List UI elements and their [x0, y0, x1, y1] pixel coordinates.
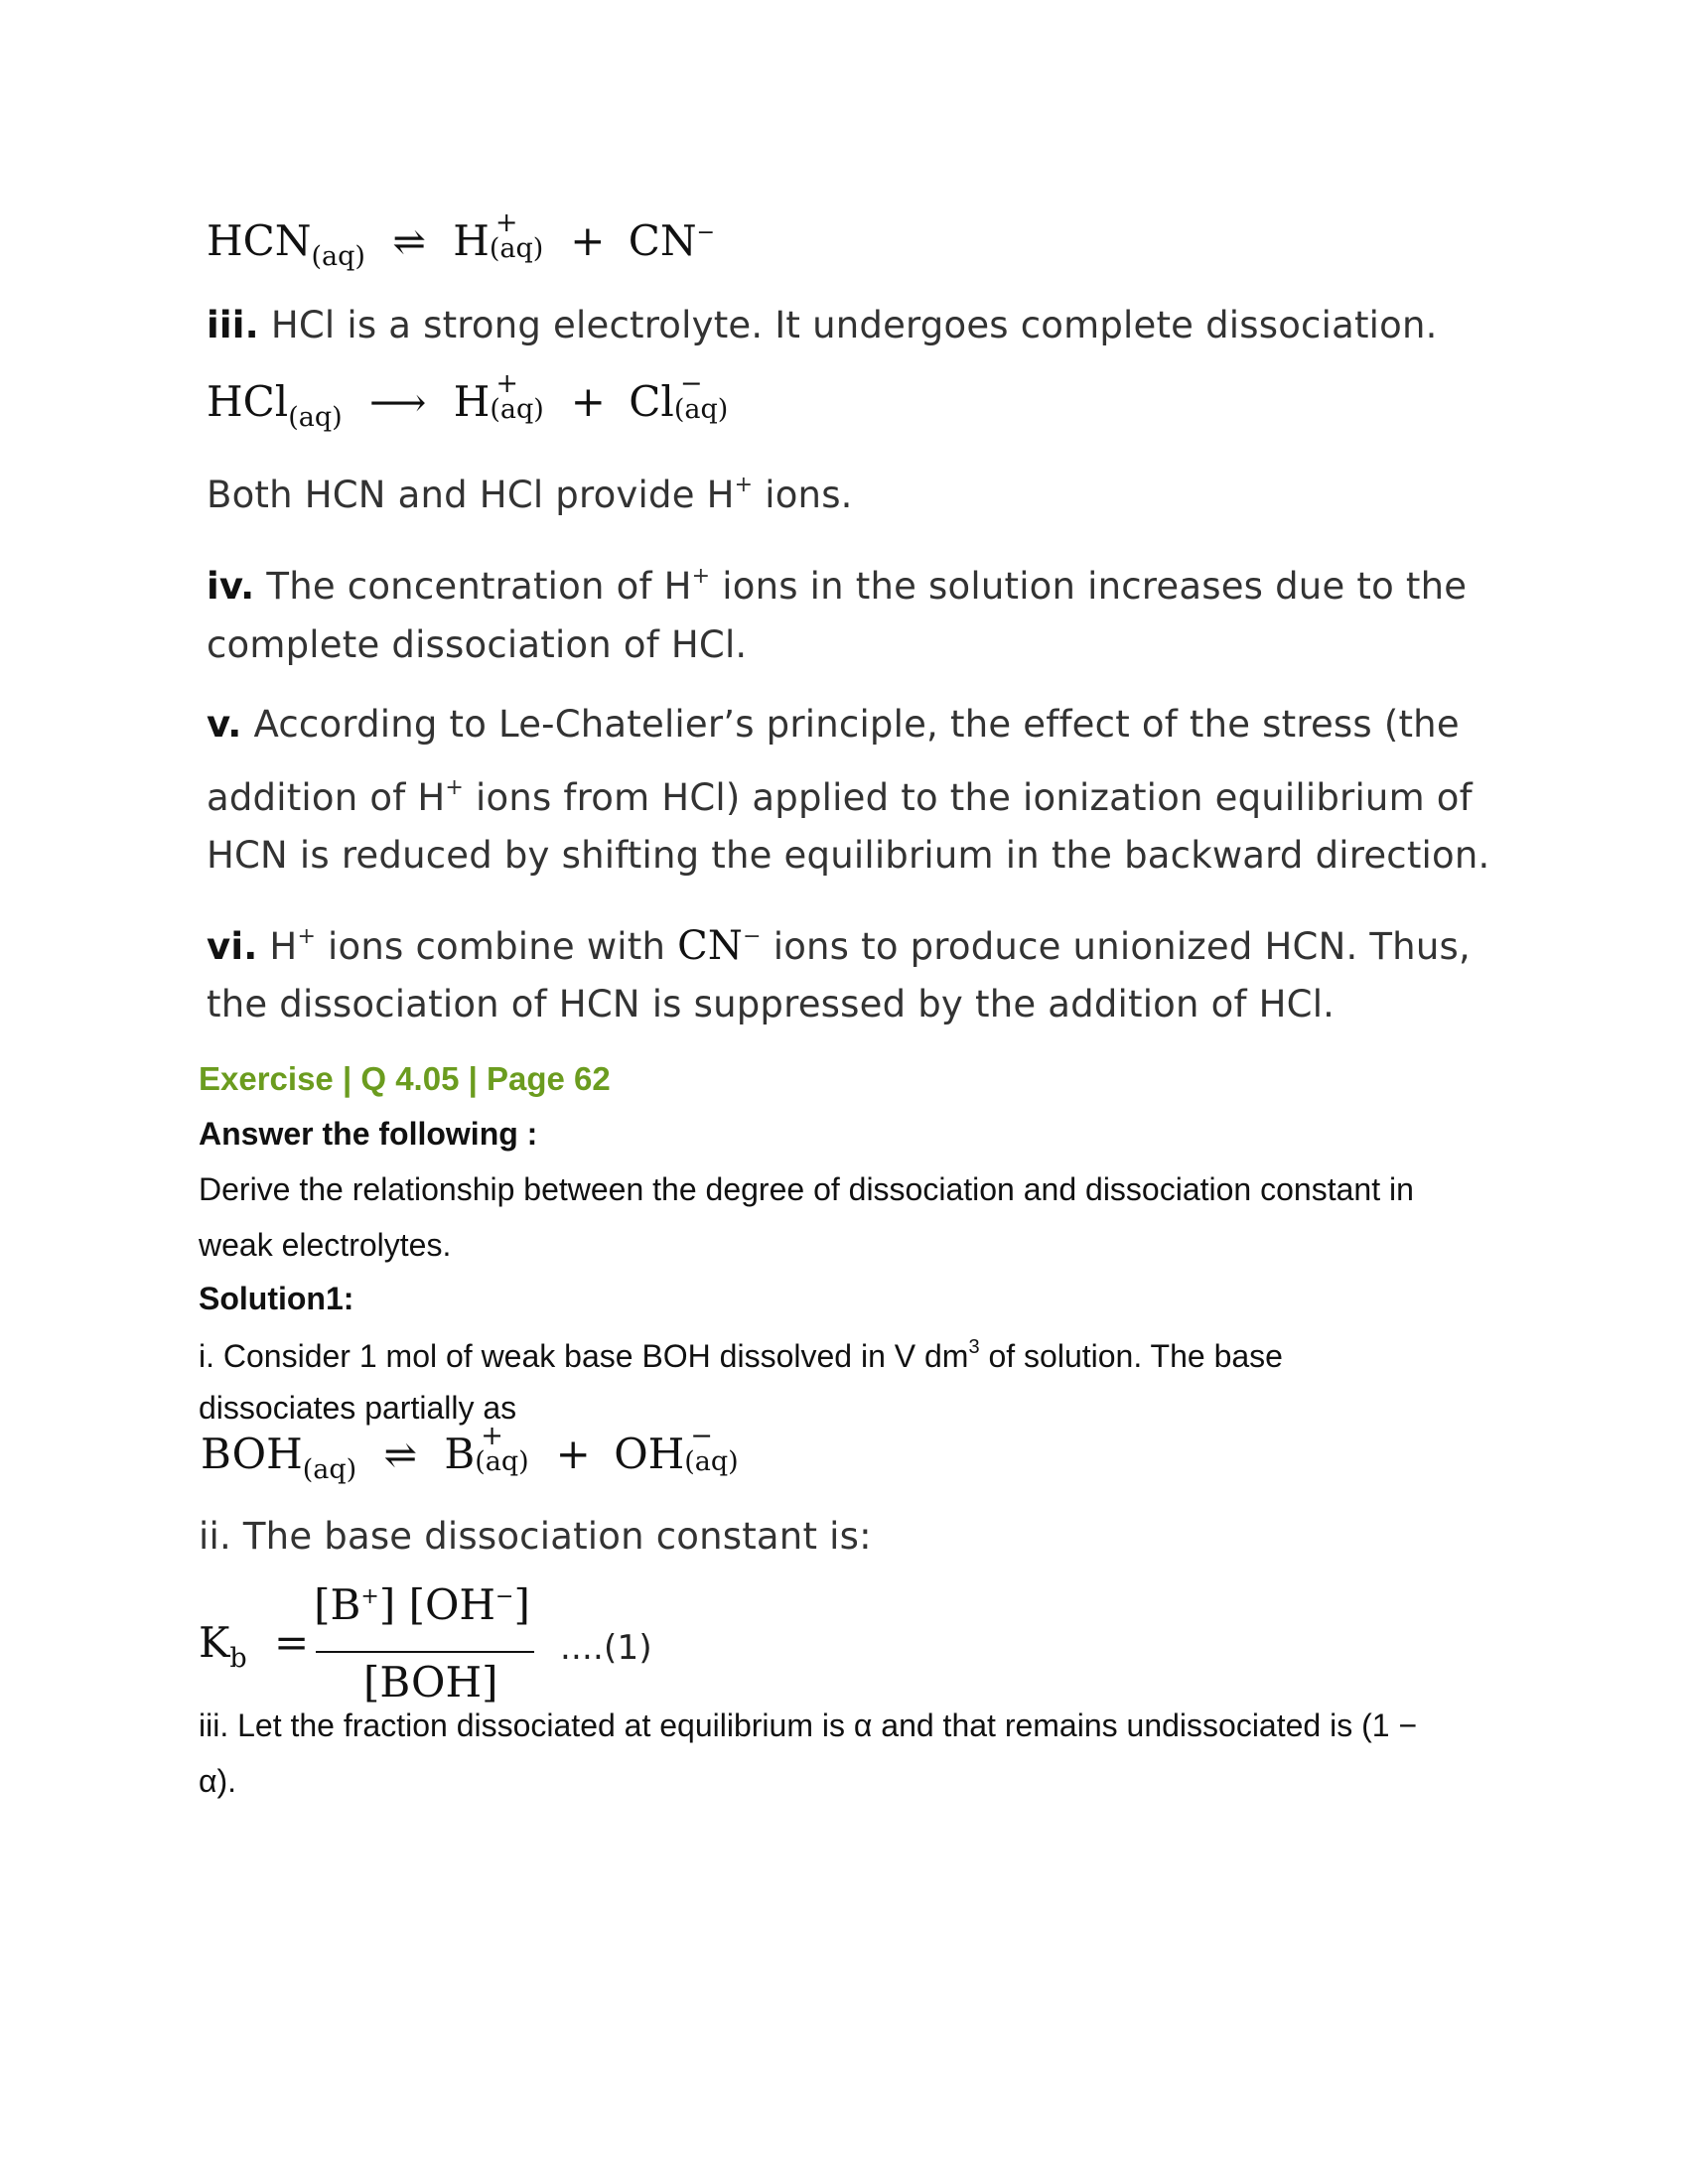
paragraph-text: ions from HCl) applied to the ionization equilibrium of — [464, 776, 1473, 819]
paragraph-text: ions combine with — [316, 925, 678, 968]
eq-subscript: (aq) — [490, 394, 544, 425]
paragraph-text: Both HCN and HCl provide H — [207, 474, 735, 516]
reaction-arrow-icon: ⟶ — [369, 380, 427, 426]
eq-term: K — [199, 1618, 230, 1667]
eq-superscript: + — [494, 207, 518, 238]
paragraph-vi-line1 — [207, 923, 1471, 969]
paragraph-v-line3: HCN is reduced by shifting the equilibrium in the backward direction. — [207, 834, 1490, 877]
solution-i-line1 — [199, 1336, 1283, 1375]
eq-term: H — [453, 377, 491, 426]
eq-supsub — [489, 207, 547, 264]
solution-i-line2: dissociates partially as — [199, 1390, 517, 1426]
eq-subscript: (aq) — [489, 233, 544, 264]
eq-supsub — [490, 368, 547, 425]
eq-supsub — [684, 1421, 742, 1477]
equation-boh-dissociation — [201, 1421, 742, 1485]
paragraph-v-line1 — [207, 703, 1460, 746]
solution-ii: ii. The base dissociation constant is: — [199, 1515, 872, 1558]
paragraph-v-line2 — [207, 775, 1473, 819]
item-number: iv. — [207, 565, 255, 608]
kb-symbol — [199, 1618, 309, 1674]
eq-subscript: (aq) — [288, 402, 343, 433]
equation-hcn-dissociation — [207, 207, 716, 272]
eq-subscript: (aq) — [475, 1446, 529, 1477]
paragraph-text: i. Consider 1 mol of weak base BOH dissolved in V dm — [199, 1338, 969, 1374]
kb-numerator — [308, 1580, 536, 1629]
superscript: + — [691, 564, 711, 589]
paragraph-text: of solution. The base — [979, 1338, 1283, 1374]
item-number: vi. — [207, 925, 258, 968]
item-number: v. — [207, 703, 242, 746]
equation-hcl-dissociation — [207, 368, 732, 433]
eq-supsub — [673, 368, 732, 425]
exercise-reference[interactable]: Exercise | Q 4.05 | Page 62 — [199, 1060, 611, 1097]
eq-superscript: − — [690, 1421, 713, 1451]
eq-plus: + — [570, 216, 606, 265]
paragraph-text: ions in the solution increases due to the — [710, 565, 1468, 608]
superscript: − — [743, 924, 762, 949]
equilibrium-arrow-icon: ⇌ — [383, 1433, 418, 1478]
eq-subscript: b — [229, 1643, 247, 1674]
eq-plus: + — [555, 1430, 591, 1478]
solution-iii-line1: iii. Let the fraction dissociated at equilibrium is α and that remains undissociated is (1 − — [199, 1707, 1418, 1743]
paragraph-iv-line2: complete dissociation of HCl. — [207, 623, 748, 666]
question-heading: Answer the following : — [199, 1116, 538, 1152]
eq-superscript: + — [495, 368, 518, 399]
paragraph-text: HCl is a strong electrolyte. It undergoes complete dissociation. — [258, 304, 1438, 346]
paragraph-text: According to Le-Chatelier’s principle, the effect of the stress (the — [241, 703, 1460, 746]
solution-iii-line2: α). — [199, 1763, 237, 1799]
eq-subscript: (aq) — [673, 394, 729, 425]
paragraph-iv-line1 — [207, 564, 1467, 608]
paragraph-both — [207, 473, 853, 516]
fraction-bar — [316, 1651, 534, 1653]
paragraph-text: ions to produce unionized HCN. Thus, — [761, 925, 1471, 968]
equation-tag: ....(1) — [560, 1628, 652, 1668]
eq-term: ] [OH — [378, 1580, 496, 1629]
eq-plus: + — [570, 377, 606, 426]
paragraph-iii — [207, 304, 1438, 346]
superscript: + — [445, 775, 465, 800]
eq-superscript: − — [679, 368, 703, 399]
eq-subscript: (aq) — [311, 241, 365, 272]
item-number: iii. — [207, 304, 259, 346]
formula-cn: CN — [677, 923, 744, 969]
solution-heading: Solution1: — [199, 1281, 354, 1316]
eq-term: HCN — [207, 216, 312, 265]
eq-subscript: (aq) — [302, 1454, 357, 1485]
eq-superscript: − — [495, 1584, 514, 1609]
eq-superscript: + — [360, 1584, 379, 1609]
superscript: + — [734, 473, 754, 497]
eq-equals: = — [274, 1618, 310, 1667]
eq-supsub — [475, 1421, 532, 1477]
paragraph-text: The concentration of H — [254, 565, 692, 608]
eq-term: BOH — [201, 1430, 303, 1478]
eq-term: [B — [314, 1580, 361, 1629]
kb-denominator: [BOH] — [363, 1658, 498, 1706]
eq-term: CN — [628, 216, 697, 265]
paragraph-text: H — [257, 925, 298, 968]
superscript: 3 — [968, 1336, 980, 1358]
eq-superscript: + — [481, 1421, 503, 1451]
eq-term: H — [453, 216, 490, 265]
eq-term: ] — [513, 1580, 530, 1629]
equilibrium-arrow-icon: ⇌ — [392, 219, 426, 265]
eq-term: HCl — [207, 377, 289, 426]
paragraph-vi-line2: the dissociation of HCN is suppressed by the addition of HCl. — [207, 983, 1336, 1025]
eq-term: B — [444, 1430, 476, 1478]
eq-term: OH — [614, 1430, 685, 1478]
superscript: + — [297, 924, 317, 949]
paragraph-text: ions. — [753, 474, 853, 516]
paragraph-text: addition of H — [207, 776, 446, 819]
question-text-line1: Derive the relationship between the degree of dissociation and dissociation constant in — [199, 1171, 1414, 1207]
question-text-line2: weak electrolytes. — [199, 1227, 452, 1263]
eq-subscript: (aq) — [684, 1446, 739, 1477]
eq-superscript: − — [696, 220, 716, 245]
eq-term: Cl — [629, 377, 674, 426]
